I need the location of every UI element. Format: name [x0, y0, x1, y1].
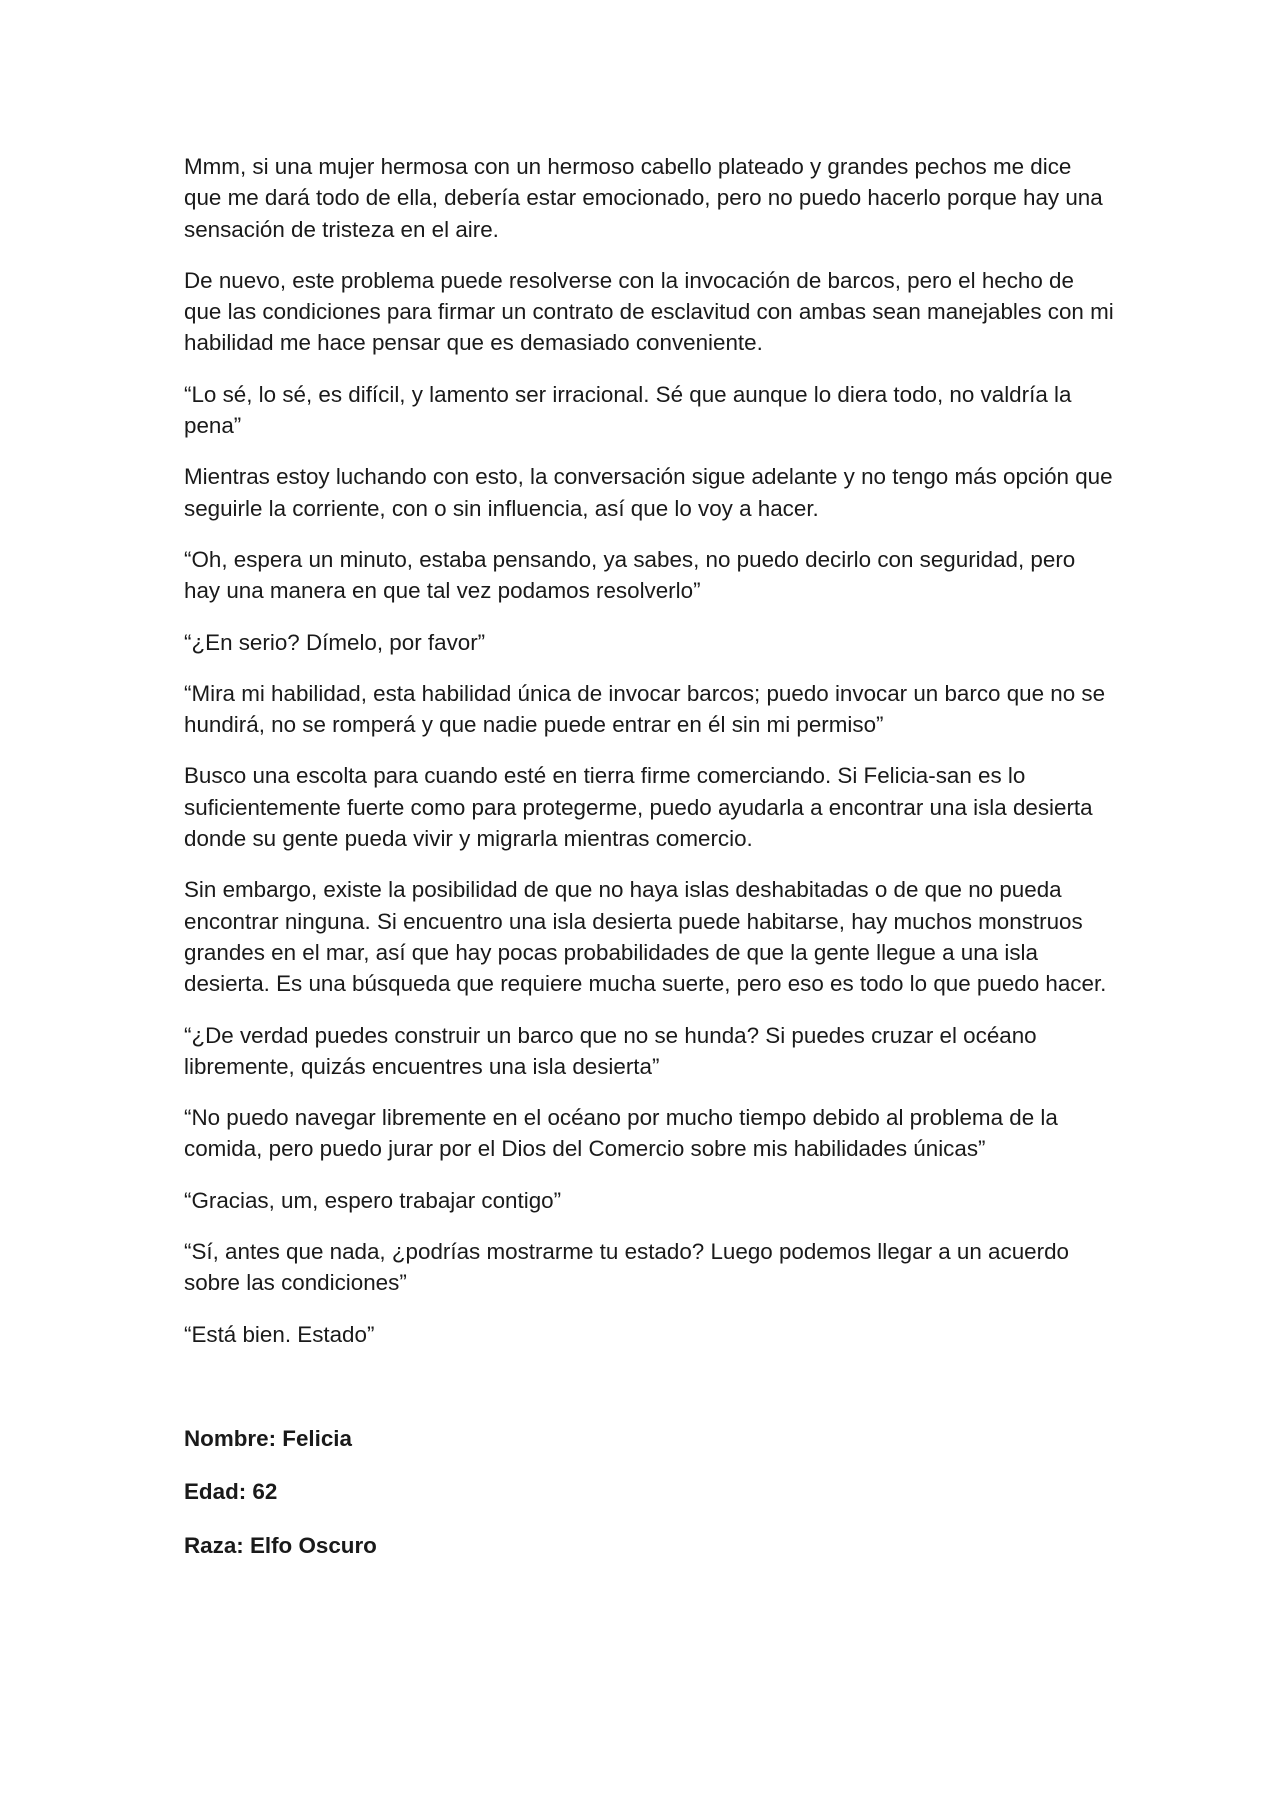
paragraph: “Mira mi habilidad, esta habilidad única de invocar barcos; puedo invocar un barco que no se hundirá, no se romperá y que nadie puede entrar en él sin mi permiso”	[184, 680, 1106, 738]
paragraph: “Lo sé, lo sé, es difícil, y lamento ser irracional. Sé que aunque lo diera todo, no valdría la pena”	[184, 381, 1072, 439]
status-age: Edad: 62	[184, 1479, 278, 1505]
status-name: Nombre: Felicia	[184, 1425, 352, 1451]
paragraph: Mmm, si una mujer hermosa con un hermoso cabello plateado y grandes pechos me dice que me dará todo de ella, debería estar emocionado, pero no puedo hacerlo porque hay una sensación de tristeza en el aire.	[184, 154, 1103, 242]
paragraph: De nuevo, este problema puede resolverse con la invocación de barcos, pero el hecho de que las condiciones para firmar un contrato de esclavitud con ambas sean manejables con mi habilidad me hace pensar que es demasiado conveniente.	[184, 267, 1114, 356]
paragraph: “No puedo navegar libremente en el océano por mucho tiempo debido al problema de la comida, pero puedo jurar por el Dios del Comercio sobre mis habilidades únicas”	[184, 1105, 1058, 1162]
paragraph: “Oh, espera un minuto, estaba pensando, ya sabes, no puedo decirlo con seguridad, pero hay una manera en que tal vez podamos resolverlo”	[184, 546, 1076, 604]
paragraph: Busco una escolta para cuando esté en tierra firme comerciando. Si Felicia-san es lo suficientemente fuerte como para protegerme, puedo ayudarla a encontrar una isla desierta donde su gente pueda vivir y migrarla mientras comercio.	[184, 763, 1093, 852]
paragraph: “¿En serio? Dímelo, por favor”	[184, 629, 486, 655]
paragraph: Mientras estoy luchando con esto, la conversación sigue adelante y no tengo más opción que seguirle la corriente, con o sin influencia, así que lo voy a hacer.	[184, 464, 1113, 521]
paragraph: “¿De verdad puedes construir un barco que no se hunda? Si puedes cruzar el océano libremente, quizás encuentres una isla desierta”	[184, 1022, 1037, 1079]
document-body	[184, 151, 1114, 1583]
paragraph: Sin embargo, existe la posibilidad de que no haya islas deshabitadas o de que no pueda encontrar ninguna. Si encuentro una isla desierta puede habitarse, hay muchos monstruos grandes en el mar, así que hay pocas probabilidades de que la gente llegue a una isla desierta. Es una búsqueda que requiere mucha suerte, pero eso es todo lo que puedo hacer.	[184, 877, 1107, 997]
paragraph: “Sí, antes que nada, ¿podrías mostrarme tu estado? Luego podemos llegar a un acuerdo sobre las condiciones”	[184, 1239, 1069, 1296]
paragraph: “Gracias, um, espero trabajar contigo”	[184, 1187, 562, 1213]
status-race: Raza: Elfo Oscuro	[184, 1532, 377, 1558]
paragraph: “Está bien. Estado”	[184, 1321, 375, 1347]
section-spacer	[184, 1370, 1114, 1423]
